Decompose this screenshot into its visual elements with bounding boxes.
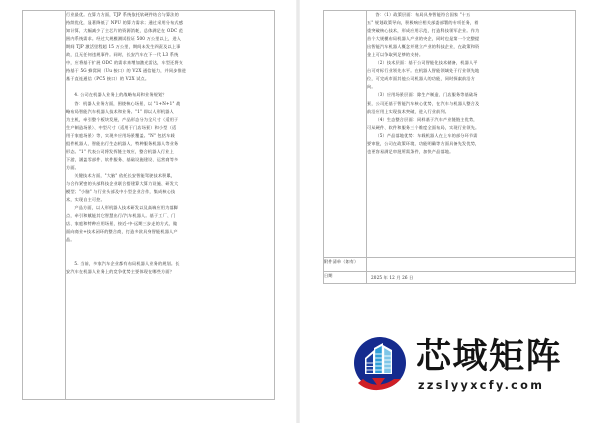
page-1-body-cell [66, 11, 275, 400]
answer-line: 略布局智能汽车机器人技术和业务。"1" 即以人形机器人 [66, 108, 174, 114]
answer-product-line: 产品方面，以人形机器人技术研发以及高端应用为落脚 [74, 205, 179, 211]
body-line: 期间 TJP 激活里程超 15 万公里，期间未发生四责及以上事 [66, 44, 181, 50]
date-label: 日期 [324, 272, 333, 278]
table-row [23, 11, 275, 400]
date-value-cell [367, 271, 576, 283]
answer-tech-line: 位，可完成市面其他公司机器人的功能，同时探索前沿方 [367, 76, 476, 82]
date-value: 2025 年 12 月 26 日 [371, 274, 414, 280]
paragraph-spacer [66, 83, 274, 90]
answer-landing-line: 也更容易满足审批所需条件，加快产品落地。 [367, 148, 454, 154]
answer-eco-line: （4）生态整合层面：同样基于汽车产业链链主优势， [375, 116, 478, 122]
brand-watermark [352, 318, 584, 410]
answer-eco-line: 可从硬件、软件和服务三个维度全面布局，实现行业领先。 [367, 124, 480, 130]
attachments-value-cell [367, 257, 576, 271]
answer-line: 生产制造场景）、中型尺寸（适用于门店场景）和小型（适 [66, 124, 177, 130]
answer-tech-line: 向。 [367, 84, 376, 90]
body-line: 围内系统需求。经过大规模测试验证 500 万公里以上，进入 [66, 36, 182, 42]
page-1-content-table [22, 10, 275, 400]
brand-url: zzslyyxcfy.com [418, 378, 545, 392]
table-row [324, 11, 576, 258]
answer-line: 下游，涵盖零部件、软件服务、基础设施建设、运营商等多 [66, 156, 179, 162]
answer-line: 答：机器人业务方面，围绕核心场景，以 "1+N+1" 战 [74, 100, 181, 106]
answer-scene-line: 景，公司还基于智能汽车核心优势，在汽车与机器人整合及 [367, 100, 480, 106]
answer-tech-line: 模型；"小脑" 与行业头部及中小型企业合作，集成核心技 [66, 189, 176, 195]
page-2-label-cell [324, 11, 367, 258]
answer-landing-line: 要审批，公司在政策环境、功能明确等方面具备先发优势， [367, 140, 480, 146]
page-2-body-cell [367, 11, 576, 258]
brand-name: 芯域矩阵 [416, 336, 563, 377]
attachments-value [367, 258, 575, 262]
table-row-attachments [324, 257, 576, 271]
answer-policy-line: 答：（1）政策层面：布局具身智能符合国家 "十五 [375, 12, 471, 17]
page-2-content-table [323, 10, 576, 284]
attachments-label-cell [324, 257, 367, 271]
answer-tech-line: 与合作紧密的头部科技企业联合搭建算大算力设施、研发大 [66, 180, 179, 186]
answer-line: 用于家庭场景）等，实现多应用场景覆盖。"N" 包括车载 [66, 132, 175, 138]
answer-tech-line: 台可对标行业领先水平。在机器人智能领域处于行业领先地 [367, 68, 480, 74]
answer-line: 组件机器人、智能出行生态机器人、特种服务机器人等业务 [66, 140, 179, 146]
answer-scene-line: （3）应用场景层面：除生产制造、门店服务等基础场 [375, 92, 478, 98]
logo-artwork [352, 336, 409, 393]
answer-product-line: 面向商业+技术闭环的整合商，打造多款具身智能机器人产 [66, 229, 178, 235]
question-5: 5. 当前，多家汽车企业都有布局机器人业务的规划。长 [74, 261, 180, 267]
question-4: 4. 公司在机器人业务上的战略布局和业务规划？ [74, 92, 167, 98]
body-line: 知计算，大幅减少了主芯片的资源消耗，总体满足在 ODC 范 [66, 28, 184, 34]
answer-product-line: 点，牵引和赋能其它智慧出行/汽车机器人。基于工厂、门 [66, 213, 176, 219]
body-line: 中，应将基于扩展 ODC 的需求来增加激光雷达，车型还将支 [66, 60, 184, 66]
answer-product-line: 店、家庭和特种应用场景，按近-中-远期三步走的方式，做 [66, 221, 178, 227]
body-line: 持续优化，显著降低了 NPU 的算力需求；通过采用分布式感 [66, 20, 184, 26]
answer-line: 形态。"1" 代表公司将发挥链主效应，整合机器人行业上 [66, 148, 174, 154]
answer-product-line: 品。 [66, 237, 75, 243]
answer-tech-line: 关键技术方面，"大脑" 依托长安智能驾驶技术积累， [74, 172, 176, 178]
brand-text-block [416, 338, 562, 393]
answer-tech-line: 术，实现自主可控。 [66, 197, 105, 203]
paragraph-spacer [66, 252, 274, 259]
answer-line: 为主机，牵引整个板块发展，产品形态分为全尺寸（适用于 [66, 116, 179, 122]
building-logo-icon [352, 336, 409, 393]
page-1-label-cell [23, 11, 66, 400]
attachments-label: 附件清单（如有） [324, 258, 359, 264]
document-page-1 [0, 0, 296, 423]
answer-policy-line: 首个大规模布局机器人产业的央企，同时也是第一个完整提 [367, 36, 480, 42]
answer-landing-line: （5）产品落地优势：车载机器人在上车的部分环节需 [375, 132, 478, 138]
paragraph-spacer [66, 244, 274, 251]
body-line: 持基于 5G 蜂窝网（Uu 接口）的 V2X 通信能力，并同步推进 [66, 68, 187, 74]
answer-line: 方面。 [66, 164, 79, 170]
table-row-date [324, 271, 576, 283]
answer-tech-line: （2）技术层面：基于公司智能化技术储备，机器人平 [375, 60, 478, 66]
answer-policy-line: 重突破核心技术，形成应用示范，打造科技领军企业。作为 [367, 28, 480, 34]
answer-policy-line: 出智能汽车机器人概念并建立产业的科技企业，在政策和资 [367, 44, 480, 50]
answer-policy-line: 金上可以争取到足够的支持。 [367, 52, 424, 58]
question-5-cont: 安汽车在机器人业务上的竞争优势主要体现在哪些方面？ [66, 269, 175, 275]
body-line: 故，且无任何违规事件。同时，长安汽车在下一代 L3 系统 [66, 52, 179, 58]
date-label-cell [324, 271, 367, 283]
body-line: 行业最优。在算力方面，TJP 系统依托软硬件结合与算法的 [66, 12, 179, 17]
answer-scene-line: 前沿应用上实现技术突破，进入行业前列。 [367, 108, 450, 114]
body-line: 基于直连通信（PC5 接口）的 V2X 试点。 [66, 76, 150, 82]
answer-policy-line: 五" 规划政策导向，积极响应相关部委部署的专项任务，着 [367, 20, 479, 26]
